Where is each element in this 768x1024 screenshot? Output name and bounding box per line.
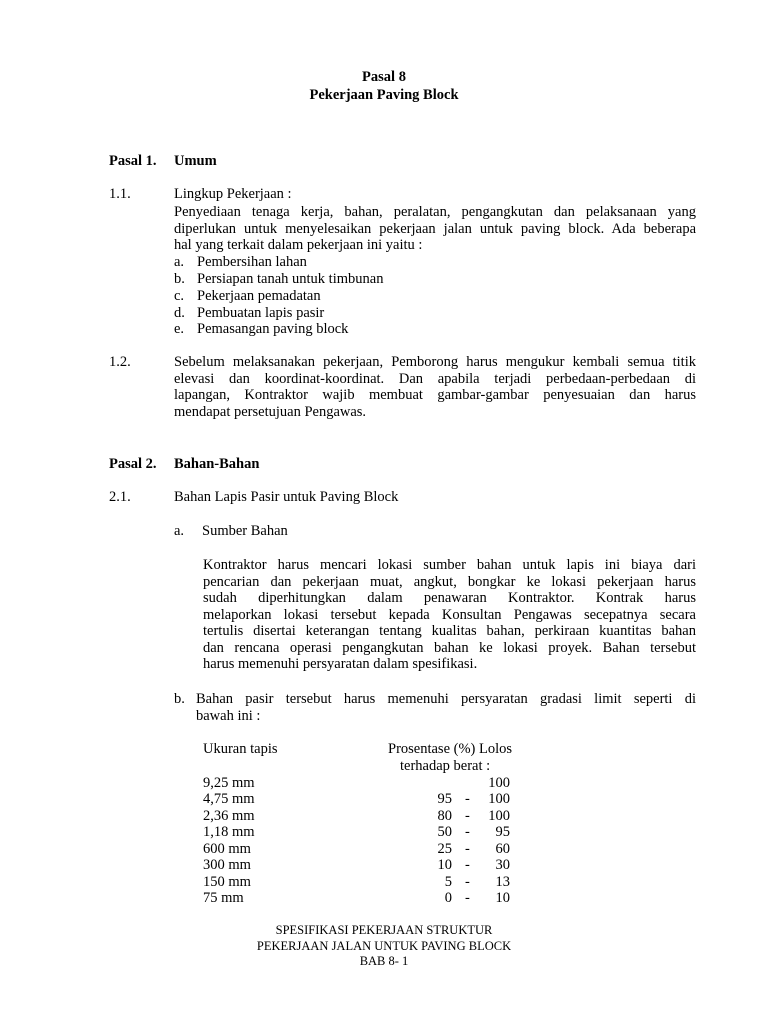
cell-low: 5: [444, 874, 452, 890]
cell-size: 2,36 mm: [203, 808, 255, 824]
item-2-1-number: 2.1.: [109, 489, 131, 505]
paragraph-line: melaporkan lokasi tersebut kepada Konsultan Pengawas secepatnya secara: [203, 606, 696, 623]
cell-size: 150 mm: [203, 874, 251, 890]
section2-title: Bahan-Bahan: [174, 456, 260, 472]
paragraph-line: Bahan pasir tersebut harus memenuhi persyaratan gradasi limit seperti di: [196, 691, 696, 707]
cell-size: 600 mm: [203, 841, 251, 857]
paragraph-line: Penyediaan tenaga kerja, bahan, peralatan, pengangkutan dan pelaksanaan yang: [174, 204, 696, 220]
paragraph-line: diperlukan untuk menyelesaikan pekerjaan jalan untuk paving block. Ada beberapa: [174, 220, 696, 237]
cell-size: 9,25 mm: [203, 775, 255, 791]
cell-size: 4,75 mm: [203, 791, 255, 807]
cell-size: 75 mm: [203, 890, 244, 906]
cell-high: 100: [488, 808, 510, 824]
cell-dash: -: [465, 791, 470, 807]
page-number: BAB 8- 1: [359, 954, 409, 968]
sub-b-paragraph: [196, 691, 696, 724]
paragraph-line: Kontraktor harus mencari lokasi sumber bahan untuk lapis ini biaya dari: [203, 557, 696, 573]
sub-a-paragraph: [203, 557, 696, 673]
section2-label: Pasal 2.: [109, 456, 157, 472]
cell-dash: -: [465, 824, 470, 840]
paragraph-line: bawah ini :: [196, 707, 261, 724]
cell-high: 100: [488, 791, 510, 807]
cell-high: 100: [488, 775, 510, 791]
item-1-2-number: 1.2.: [109, 354, 131, 370]
paragraph-line: elevasi dan koordinat-koordinat. Dan apabila terjadi perbedaan-perbedaan di: [174, 370, 696, 387]
list-item: Pembuatan lapis pasir: [197, 305, 325, 321]
list-item: Pekerjaan pemadatan: [197, 288, 321, 304]
list-item: Pemasangan paving block: [197, 321, 349, 337]
item-2-1-heading: Bahan Lapis Pasir untuk Paving Block: [174, 489, 399, 505]
cell-dash: -: [465, 874, 470, 890]
cell-low: 80: [437, 808, 452, 824]
cell-high: 10: [495, 890, 510, 906]
paragraph-line: sudah diperhitungkan dalam penawaran Kontraktor. Kontrak harus: [203, 590, 696, 606]
list-letter: b.: [174, 271, 185, 287]
cell-size: 300 mm: [203, 857, 251, 873]
list-item: Pembersihan lahan: [197, 254, 307, 270]
table-header-percent: Prosentase (%) Lolos: [388, 741, 513, 757]
page-subtitle: Pekerjaan Paving Block: [309, 87, 459, 103]
item-1-1-paragraph: [174, 204, 696, 254]
list-letter: d.: [174, 305, 185, 321]
paragraph-line: dan rencana operasi pengangkutan bahan ke lokasi proyek. Bahan tersebut: [203, 639, 696, 656]
sub-a-letter: a.: [174, 523, 185, 539]
item-1-1-number: 1.1.: [109, 186, 131, 202]
cell-low: 25: [437, 841, 452, 857]
cell-high: 95: [495, 824, 510, 840]
cell-dash: -: [465, 857, 470, 873]
paragraph-line: Sebelum melaksanakan pekerjaan, Pemborong harus mengukur kembali semua titik: [174, 354, 696, 370]
footer-line: SPESIFIKASI PEKERJAAN STRUKTUR: [275, 923, 493, 937]
section1-title: Umum: [174, 153, 217, 169]
list-item: Persiapan tanah untuk timbunan: [197, 271, 384, 287]
list-letter: a.: [174, 254, 185, 270]
paragraph-line: harus memenuhi persyaratan dalam spesifikasi.: [203, 656, 478, 672]
page-title: Pasal 8: [362, 69, 406, 85]
paragraph-line: mendapat persetujuan Pengawas.: [174, 403, 367, 420]
item-1-2-paragraph: [174, 354, 696, 420]
cell-dash: -: [465, 890, 470, 906]
item-1-1-heading: Lingkup Pekerjaan :: [174, 186, 292, 202]
footer-line: PEKERJAAN JALAN UNTUK PAVING BLOCK: [256, 939, 512, 953]
table-header-size: Ukuran tapis: [203, 741, 278, 757]
paragraph-line: hal yang terkait dalam pekerjaan ini yaitu :: [174, 237, 423, 253]
paragraph-line: pencarian dan pekerjaan muat, angkut, bongkar ke lokasi pekerjaan harus: [203, 573, 696, 590]
cell-dash: -: [465, 841, 470, 857]
paragraph-line: lapangan, Kontraktor wajib membuat gambar-gambar penyesuaian dan harus: [174, 387, 696, 403]
list-letter: c.: [174, 288, 185, 304]
list-letter: e.: [174, 321, 185, 337]
cell-high: 30: [495, 857, 510, 873]
table-header-percent-sub: terhadap berat :: [400, 758, 491, 774]
paragraph-line: tertulis disertai keterangan tentang kualitas bahan, perkiraan kuantitas bahan: [203, 623, 696, 639]
cell-low: 10: [437, 857, 452, 873]
cell-low: 95: [437, 791, 452, 807]
cell-dash: -: [465, 808, 470, 824]
cell-low: 0: [444, 890, 452, 906]
sub-a-heading: Sumber Bahan: [202, 523, 288, 539]
cell-size: 1,18 mm: [203, 824, 255, 840]
cell-low: 50: [437, 824, 452, 840]
sub-b-letter: b.: [174, 691, 185, 707]
cell-high: 60: [495, 841, 510, 857]
section1-label: Pasal 1.: [109, 153, 157, 169]
cell-high: 13: [495, 874, 510, 890]
